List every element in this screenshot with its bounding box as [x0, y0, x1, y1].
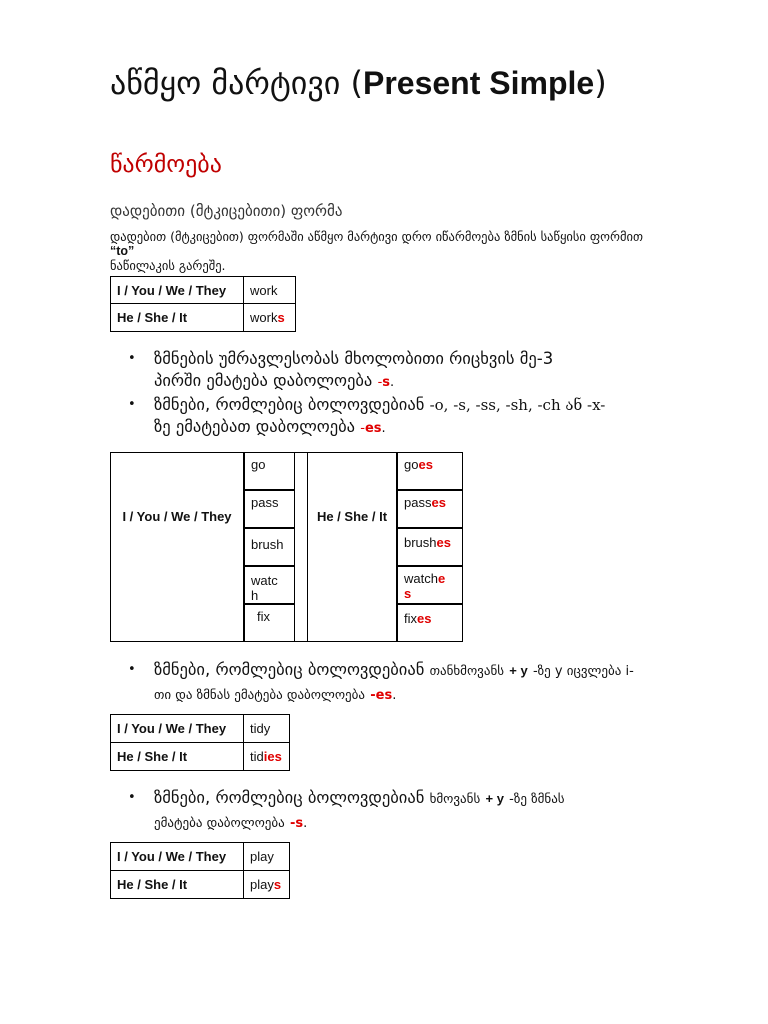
tail: .	[381, 421, 386, 436]
verb-ending: s	[277, 310, 285, 325]
intro-line-1: დადებით (მტკიცებით) ფორმაში აწმყო მარტივი დრო იწარმოება ზმნის საწყისი ფორმით	[110, 229, 643, 244]
pronoun-cell: I / You / We / They	[111, 277, 244, 304]
table-row	[111, 277, 296, 304]
verb-ending: es	[417, 611, 432, 626]
table-tidy	[110, 714, 290, 771]
table-row	[111, 743, 290, 771]
base-cell: brush	[244, 528, 295, 566]
rule-text: -ზე ზმნას	[509, 792, 565, 807]
pronoun-cell: He / She / It	[111, 743, 244, 771]
es-cell	[397, 528, 463, 566]
es-cell	[397, 604, 463, 642]
verb-stem: tid	[250, 749, 264, 764]
list-item	[128, 787, 565, 835]
verb-cell	[244, 843, 290, 871]
verb-ending: es	[431, 495, 446, 510]
tail: .	[303, 816, 308, 831]
left-pronoun-cell	[110, 452, 244, 642]
intro-to	[110, 243, 134, 258]
ending-wrap	[290, 816, 307, 831]
table-play	[110, 842, 290, 899]
verb-cell	[244, 743, 290, 771]
ending: -s	[290, 816, 304, 831]
table-row	[111, 304, 296, 332]
base-cell: fix	[244, 604, 295, 642]
title-georgian: აწმყო მარტივი (	[110, 64, 363, 102]
pronoun-cell: He / She / It	[111, 871, 244, 899]
verb-stem: tidy	[250, 721, 271, 736]
gap-column	[294, 452, 308, 642]
right-pronoun: He / She / It	[316, 509, 388, 524]
verb-ending: es	[418, 457, 433, 472]
es-cell	[397, 490, 463, 528]
table-row	[111, 715, 290, 743]
pronoun-cell: I / You / We / They	[111, 715, 244, 743]
ending-wrap	[360, 421, 385, 436]
base-cell: watc h	[244, 566, 295, 604]
plus-y: + y	[509, 663, 528, 678]
ending-dash: -	[377, 375, 383, 390]
es-cell	[397, 452, 463, 490]
bullet-text: ზე ემატებათ დაბოლოება	[154, 417, 356, 436]
bullet-text: ზმნების უმრავლესობას მხოლობითი რიცხვის მე-3	[154, 349, 554, 368]
table-row	[111, 843, 290, 871]
verb-ending: ies	[263, 749, 282, 764]
verb-stem: work	[250, 282, 278, 298]
bullet-text: ზმნები, რომლებიც ბოლოვდებიან	[154, 395, 425, 414]
ending: -es	[370, 688, 393, 703]
rule-text: -ზე y იცვლება i-	[532, 664, 634, 679]
pronoun-cell: He / She / It	[111, 304, 244, 332]
ending-dash: -	[360, 421, 365, 436]
tail: .	[392, 688, 397, 703]
verb-stem: play	[250, 849, 274, 864]
es-cell	[397, 566, 463, 604]
ending: es	[364, 421, 382, 436]
verb-stem: work	[250, 310, 278, 325]
intro-to-word: “to”	[110, 244, 135, 258]
ending: s	[382, 375, 391, 390]
rule-text: თანხმოვანს	[429, 664, 505, 679]
verb-cell	[244, 871, 290, 899]
ending-wrap	[370, 688, 396, 703]
section-title: წარმოება	[110, 150, 222, 178]
verb-stem: watch	[404, 571, 438, 586]
base-cell: pass	[244, 490, 295, 528]
form-label: დადებითი (მტკიცებითი) ფორმა	[110, 202, 343, 220]
bullet-text: ზმნები, რომლებიც ბოლოვდებიან	[154, 788, 425, 807]
plus-y: + y	[485, 791, 504, 806]
verb-cell	[244, 715, 290, 743]
rule-list-2	[128, 659, 634, 707]
letters: -o, -s, -ss, -sh, -ch ან -x-	[429, 396, 606, 414]
rule-text: ხმოვანს	[429, 792, 481, 807]
verb-stem: brush	[404, 535, 437, 550]
rule-list-3	[128, 787, 565, 835]
verb-stem: pass	[404, 495, 432, 510]
verb-stem: fix	[404, 611, 417, 626]
verb-cell	[244, 277, 296, 304]
rule-list-1	[128, 348, 605, 440]
list-item	[128, 394, 605, 440]
title-english: Present Simple	[362, 65, 595, 101]
intro-line-3: ნაწილაკის გარეშე.	[110, 258, 226, 273]
bullet-text: პირში ემატება დაბოლოება	[154, 371, 373, 390]
page-title	[110, 64, 607, 102]
list-item	[128, 348, 605, 394]
right-pronoun-cell	[307, 452, 397, 642]
bullet-text: თი და ზმნას ემატება დაბოლოება	[154, 688, 365, 703]
verb-ending: e s	[404, 571, 446, 601]
verb-ending: s	[273, 877, 282, 892]
verb-cell	[244, 304, 296, 332]
tail: .	[390, 375, 395, 390]
pronoun-cell: I / You / We / They	[111, 843, 244, 871]
title-close: )	[594, 64, 607, 102]
verb-ending: es	[436, 535, 451, 550]
verb-stem: go	[404, 457, 419, 472]
left-pronoun: I / You / We / They	[122, 509, 232, 524]
table-work	[110, 276, 296, 332]
ending-wrap	[378, 375, 395, 390]
verb-stem: play	[250, 877, 274, 892]
bullet-text: ზმნები, რომლებიც ბოლოვდებიან	[154, 660, 425, 679]
list-item	[128, 659, 634, 707]
table-row	[111, 871, 290, 899]
bullet-text: ემატება დაბოლოება	[154, 816, 285, 831]
base-cell: go	[244, 452, 295, 490]
